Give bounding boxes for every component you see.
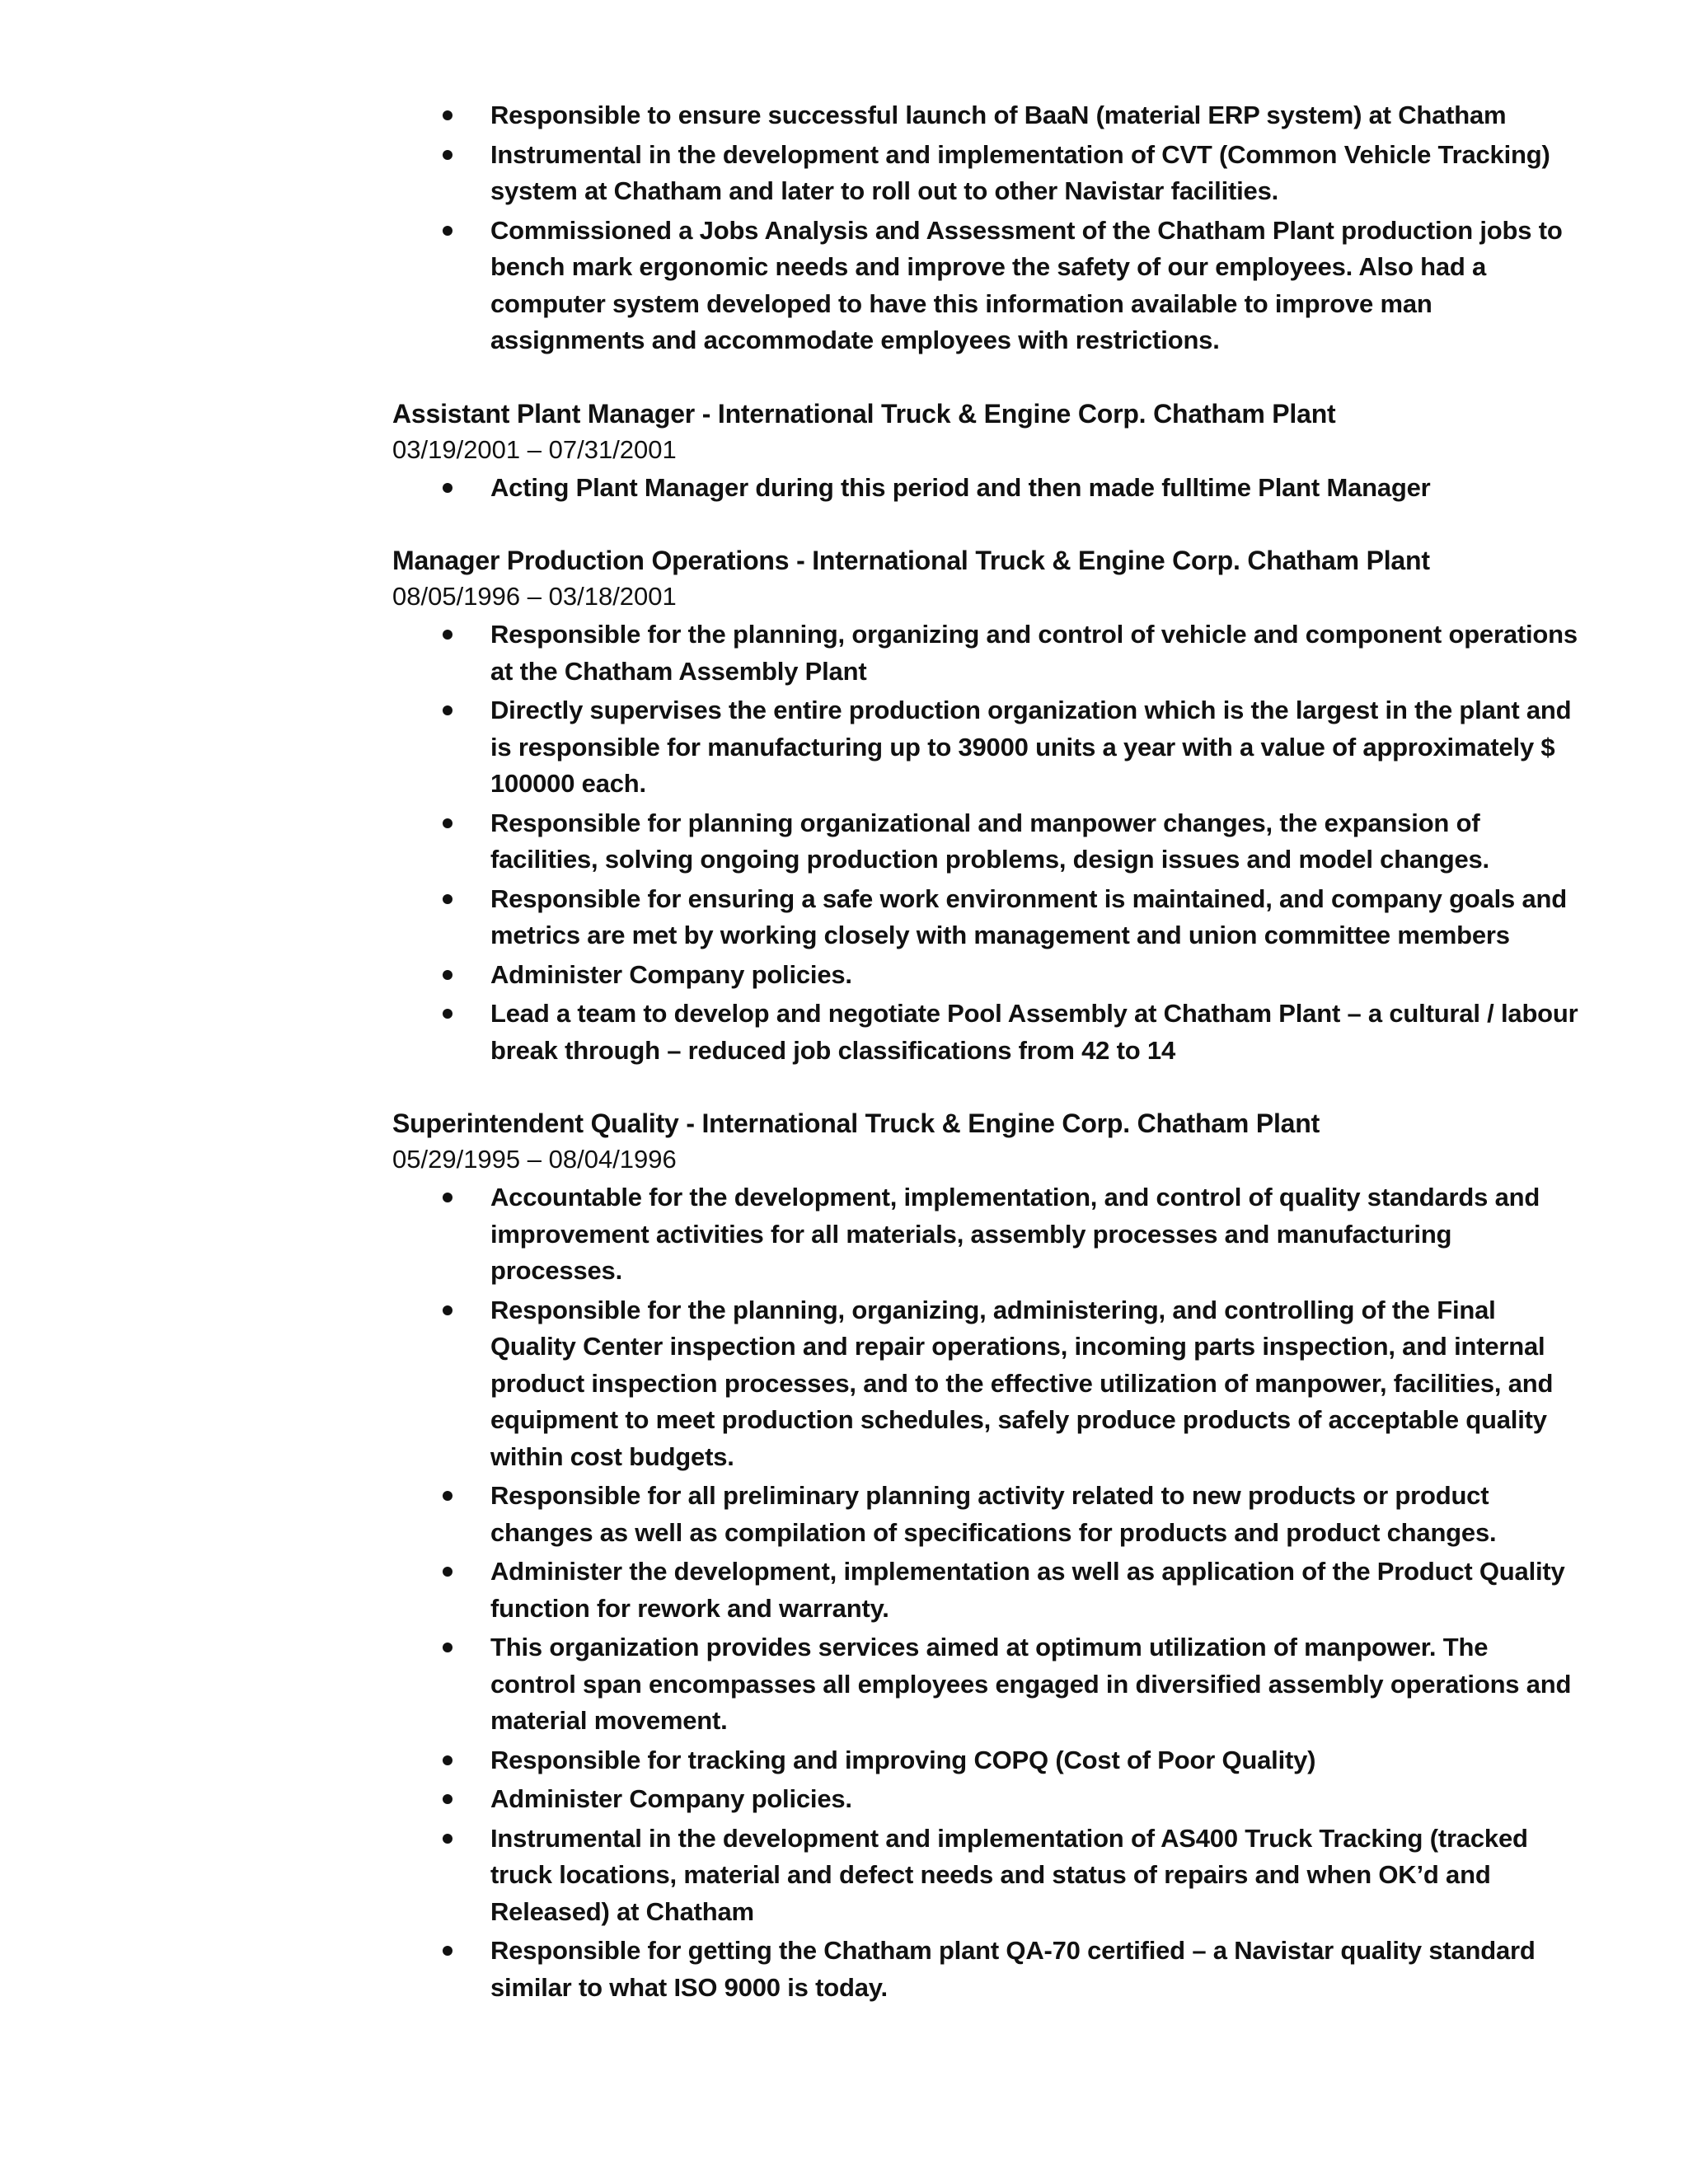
bullet-icon xyxy=(443,705,452,715)
bullet-text: Responsible to ensure successful launch of BaaN (material ERP system) at Chatham xyxy=(490,101,1507,129)
job-dates: 08/05/1996 – 03/18/2001 xyxy=(392,582,677,611)
bullet-text: Administer Company policies. xyxy=(490,959,852,989)
bullet-icon xyxy=(443,1009,452,1019)
bullet-item xyxy=(392,1478,1579,1551)
job-dates: 03/19/2001 – 07/31/2001 xyxy=(392,434,677,464)
bullet-text: Responsible for the planning, organizing and control of vehicle and component operations at the Chatham Assembly Plant xyxy=(490,620,1578,686)
job-bullet-list xyxy=(392,1179,1579,2006)
bullet-text: Instrumental in the development and implementation of AS400 Truck Tracking (tracked truck locations, material and defect needs and status of repairs and when OK’d and Released) at Chatham xyxy=(490,1823,1528,1926)
job-superintendent-quality xyxy=(392,1105,1579,2006)
bullet-icon xyxy=(443,226,452,236)
bullet-icon xyxy=(443,110,452,120)
bullet-icon xyxy=(443,894,452,904)
intro-bullet-list xyxy=(392,97,1579,359)
bullet-icon xyxy=(443,1946,452,1956)
bullet-icon xyxy=(443,1567,452,1577)
bullet-text: Directly supervises the entire production organization which is the largest in the plant and is responsible for manufacturing up to 39000 units a year with a value of approximately $ 100000 each. xyxy=(490,696,1572,798)
bullet-text: Responsible for all preliminary planning activity related to new products or product changes as well as compilation of specifications for products and product changes. xyxy=(490,1481,1497,1547)
bullet-item xyxy=(392,1629,1579,1740)
bullet-item xyxy=(392,881,1579,954)
bullet-item xyxy=(392,805,1579,879)
bullet-icon xyxy=(443,818,452,828)
bullet-item xyxy=(392,1742,1579,1779)
bullet-item xyxy=(392,1821,1579,1931)
job-title: Superintendent Quality - International Truck & Engine Corp. Chatham Plant xyxy=(392,1108,1320,1138)
bullet-item xyxy=(392,1781,1579,1818)
bullet-text: Commissioned a Jobs Analysis and Assessment of the Chatham Plant production jobs to bench mark ergonomic needs and improve the safety of our employees. Also had a computer system developed to have this information available to improve man assignments and accommodate employees with restrictions. xyxy=(490,215,1563,354)
bullet-item xyxy=(392,692,1579,803)
bullet-icon xyxy=(443,1491,452,1501)
bullet-icon xyxy=(443,1794,452,1804)
bullet-item xyxy=(392,97,1579,134)
bullet-text: Responsible for getting the Chatham plant QA-70 certified – a Navistar quality standard similar to what ISO 9000 is today. xyxy=(490,1936,1536,2002)
bullet-item xyxy=(392,1554,1579,1627)
bullet-icon xyxy=(443,150,452,160)
bullet-text: Responsible for planning organizational and manpower changes, the expansion of facilities, solving ongoing production problems, design issues and model changes. xyxy=(490,808,1489,874)
bullet-icon xyxy=(443,630,452,640)
bullet-icon xyxy=(443,1305,452,1315)
bullet-item xyxy=(392,137,1579,210)
job-bullet-list xyxy=(392,470,1579,507)
bullet-text: Administer the development, implementation as well as application of the Product Quality function for rework and warranty. xyxy=(490,1557,1565,1623)
bullet-icon xyxy=(443,970,452,980)
bullet-icon xyxy=(443,483,452,493)
bullet-icon xyxy=(443,1643,452,1652)
bullet-text: Administer Company policies. xyxy=(490,1784,852,1813)
bullet-icon xyxy=(443,1834,452,1844)
bullet-text: Instrumental in the development and implementation of CVT (Common Vehicle Tracking) system at Chatham and later to roll out to other Navistar facilities. xyxy=(490,139,1550,205)
bullet-text: Responsible for the planning, organizing, administering, and controlling of the Final Quality Center inspection and repair operations, incoming parts inspection, and internal product inspection processes, and to the effective utilization of manpower, facilities, and equipment to meet production schedules, safely produce products of acceptable quality within cost budgets. xyxy=(490,1295,1554,1471)
bullet-item xyxy=(392,996,1579,1069)
bullet-item xyxy=(392,1933,1579,2006)
bullet-text: This organization provides services aimed at optimum utilization of manpower. The control span encompasses all employees engaged in diversified assembly operations and material movement. xyxy=(490,1633,1572,1735)
bullet-icon xyxy=(443,1755,452,1765)
job-bullet-list xyxy=(392,616,1579,1069)
job-assistant-plant-manager xyxy=(392,396,1579,507)
bullet-text: Accountable for the development, implementation, and control of quality standards and improvement activities for all materials, assembly processes and manufacturing processes. xyxy=(490,1183,1540,1285)
bullet-item xyxy=(392,616,1579,690)
resume-content xyxy=(392,97,1579,2008)
bullet-item xyxy=(392,470,1579,507)
bullet-icon xyxy=(443,1193,452,1202)
bullet-text: Responsible for tracking and improving COPQ (Cost of Poor Quality) xyxy=(490,1745,1316,1774)
job-title: Manager Production Operations - International Truck & Engine Corp. Chatham Plant xyxy=(392,546,1430,575)
bullet-item xyxy=(392,1179,1579,1290)
bullet-text: Responsible for ensuring a safe work environment is maintained, and company goals and metrics are met by working closely with management and union committee members xyxy=(490,883,1567,949)
job-manager-production-operations xyxy=(392,542,1579,1069)
job-dates: 05/29/1995 – 08/04/1996 xyxy=(392,1145,677,1174)
bullet-item xyxy=(392,213,1579,359)
bullet-item xyxy=(392,957,1579,994)
job-title: Assistant Plant Manager - International Truck & Engine Corp. Chatham Plant xyxy=(392,398,1336,429)
bullet-text: Acting Plant Manager during this period and then made fulltime Plant Manager xyxy=(490,472,1431,502)
bullet-item xyxy=(392,1292,1579,1476)
bullet-text: Lead a team to develop and negotiate Pool Assembly at Chatham Plant – a cultural / labour break through – reduced job classifications from 42 to 14 xyxy=(490,999,1578,1065)
